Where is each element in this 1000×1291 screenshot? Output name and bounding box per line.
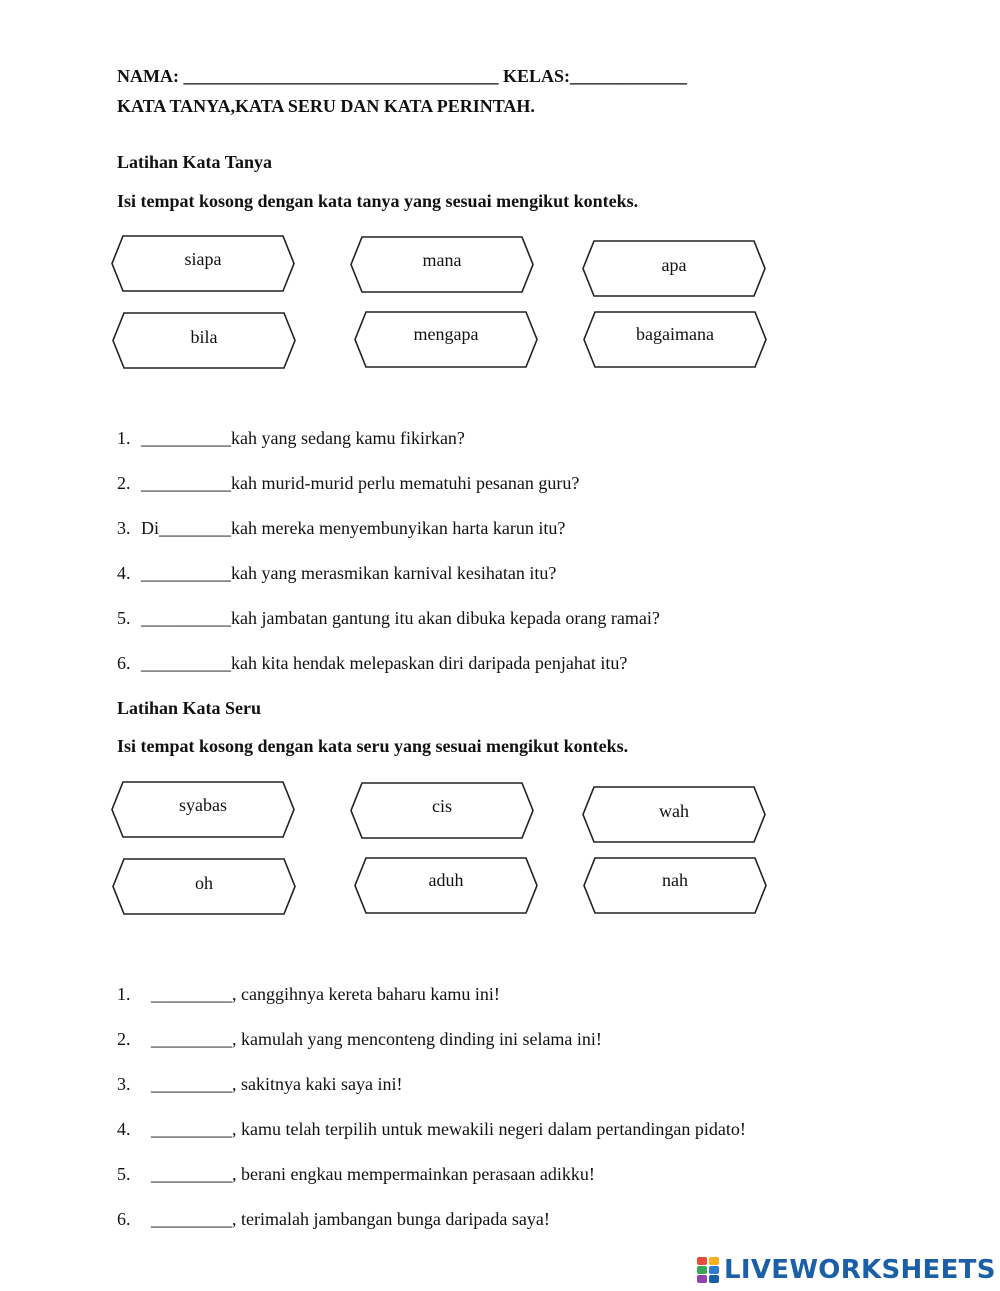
word-card-bila[interactable]: bila: [112, 312, 296, 369]
answer-blank[interactable]: _________: [151, 1074, 232, 1094]
word-card-mana[interactable]: mana: [350, 236, 534, 293]
question-tanya-6: 6. __________kah kita hendak melepaskan diri daripada penjahat itu?: [117, 653, 628, 673]
word-card-syabas[interactable]: syabas: [111, 781, 295, 838]
question-tanya-3: 3. Di________kah mereka menyembunyikan harta karun itu?: [117, 518, 566, 538]
word-card-mengapa[interactable]: mengapa: [354, 311, 538, 368]
answer-blank[interactable]: _________: [151, 1029, 232, 1049]
liveworksheets-logo-icon: [697, 1257, 721, 1283]
answer-blank[interactable]: ________: [159, 518, 231, 538]
question-tanya-4: 4. __________kah yang merasmikan karnival kesihatan itu?: [117, 563, 557, 583]
liveworksheets-logo: [697, 1255, 996, 1285]
answer-blank[interactable]: __________: [141, 428, 231, 448]
question-seru-3: 3. _________, sakitnya kaki saya ini!: [117, 1074, 403, 1094]
word-card-nah[interactable]: nah: [583, 857, 767, 914]
word-card-apa[interactable]: apa: [582, 240, 766, 297]
instruction-tanya: Isi tempat kosong dengan kata tanya yang sesuai mengikut konteks.: [117, 191, 639, 211]
answer-blank[interactable]: __________: [141, 473, 231, 493]
question-tanya-1: 1. __________kah yang sedang kamu fikirkan?: [117, 428, 465, 448]
worksheet-title: KATA TANYA,KATA SERU DAN KATA PERINTAH.: [117, 96, 535, 116]
question-tanya-5: 5. __________kah jambatan gantung itu akan dibuka kepada orang ramai?: [117, 608, 660, 628]
answer-blank[interactable]: _________: [151, 1119, 232, 1139]
answer-blank[interactable]: _________: [151, 1209, 232, 1229]
answer-blank[interactable]: _________: [151, 1164, 232, 1184]
word-card-siapa[interactable]: siapa: [111, 235, 295, 292]
name-class-line: NAMA: ___________________________________ KELAS:_____________: [117, 66, 687, 86]
word-card-bagaimana[interactable]: bagaimana: [583, 311, 767, 368]
question-seru-1: 1. _________, canggihnya kereta baharu kamu ini!: [117, 984, 500, 1004]
section-heading-seru: Latihan Kata Seru: [117, 698, 262, 718]
answer-blank[interactable]: _________: [151, 984, 232, 1004]
answer-blank[interactable]: __________: [141, 563, 231, 583]
question-seru-6: 6. _________, terimalah jambangan bunga daripada saya!: [117, 1209, 550, 1229]
section-heading-tanya: Latihan Kata Tanya: [117, 152, 273, 172]
word-card-wah[interactable]: wah: [582, 786, 766, 843]
question-tanya-2: 2. __________kah murid-murid perlu mematuhi pesanan guru?: [117, 473, 580, 493]
answer-blank[interactable]: __________: [141, 608, 231, 628]
instruction-seru: Isi tempat kosong dengan kata seru yang sesuai mengikut konteks.: [117, 736, 629, 756]
question-seru-4: 4. _________, kamu telah terpilih untuk mewakili negeri dalam pertandingan pidato!: [117, 1119, 746, 1139]
question-seru-5: 5. _________, berani engkau mempermainkan perasaan adikku!: [117, 1164, 595, 1184]
question-seru-2: 2. _________, kamulah yang menconteng dinding ini selama ini!: [117, 1029, 602, 1049]
answer-blank[interactable]: __________: [141, 653, 231, 673]
word-card-oh[interactable]: oh: [112, 858, 296, 915]
word-card-aduh[interactable]: aduh: [354, 857, 538, 914]
word-card-cis[interactable]: cis: [350, 782, 534, 839]
logo-text: LIVEWORKSHEETS: [724, 1255, 996, 1285]
